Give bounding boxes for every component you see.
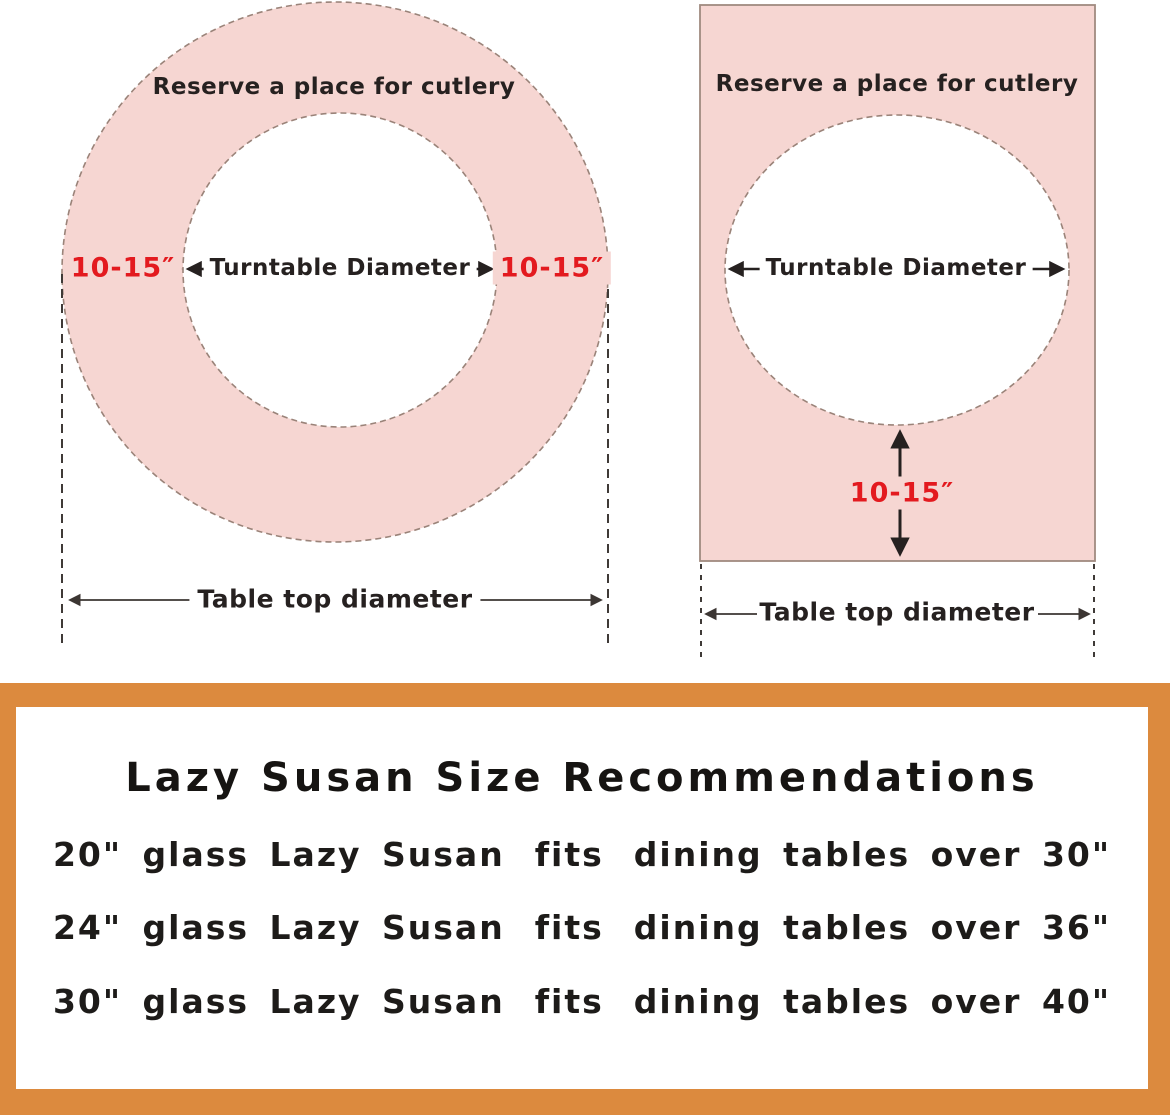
row-fits: fits — [534, 908, 604, 947]
left-tabletop-label: Table top diameter — [189, 585, 480, 614]
recommendations-box — [16, 707, 1148, 1089]
recommendation-row — [16, 835, 1148, 874]
row-target: dining tables over 40" — [633, 982, 1112, 1021]
row-target: dining tables over 36" — [633, 908, 1112, 947]
left-gap-left-label: 10-15″ — [64, 252, 182, 285]
right-tabletop-label: Table top diameter — [759, 597, 1035, 627]
right-turntable-label: Turntable Diameter — [760, 254, 1033, 282]
right-reserve-label: Reserve a place for cutlery — [715, 71, 1079, 97]
row-target: dining tables over 30" — [633, 835, 1112, 874]
row-fits: fits — [534, 982, 604, 1021]
recommendation-row — [16, 908, 1148, 947]
row-product: 20" glass Lazy Susan — [52, 835, 505, 874]
recommendations-title: Lazy Susan Size Recommendations — [125, 755, 1039, 801]
row-product: 30" glass Lazy Susan — [52, 982, 505, 1021]
left-gap-right-label: 10-15″ — [493, 252, 611, 285]
row-product: 24" glass Lazy Susan — [52, 908, 505, 947]
right-gap-label: 10-15″ — [843, 477, 961, 510]
left-turntable-label: Turntable Diameter — [204, 254, 477, 282]
recommendation-row — [16, 982, 1148, 1021]
recommendations-frame — [0, 683, 1170, 1115]
left-reserve-label: Reserve a place for cutlery — [152, 74, 516, 100]
row-fits: fits — [534, 835, 604, 874]
